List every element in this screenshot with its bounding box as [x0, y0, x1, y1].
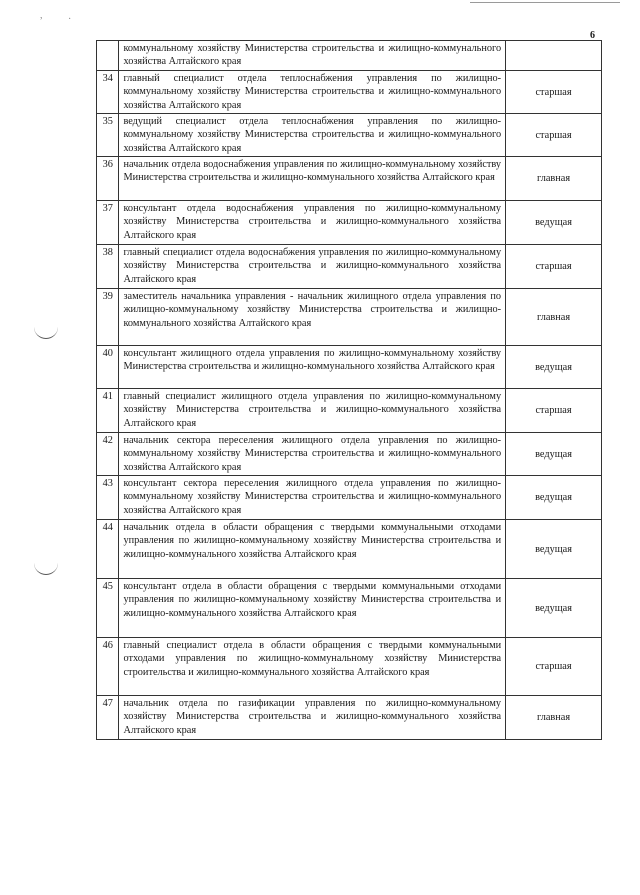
- position-group: старшая: [506, 245, 602, 289]
- position-group: ведущая: [506, 476, 602, 520]
- table-row: [97, 433, 602, 476]
- scan-edge-line: [470, 2, 620, 3]
- table-row: [97, 346, 602, 389]
- position-group: ведущая: [506, 201, 602, 245]
- table-row: [97, 114, 602, 157]
- row-number: 46: [97, 638, 119, 696]
- table-row: [97, 476, 602, 520]
- table-row: [97, 389, 602, 433]
- page-number: 6: [590, 30, 595, 41]
- row-number: 34: [97, 71, 119, 114]
- row-number: 45: [97, 579, 119, 638]
- position-group: главная: [506, 696, 602, 740]
- table-row: [97, 245, 602, 289]
- position-group: старшая: [506, 71, 602, 114]
- row-number: 39: [97, 289, 119, 346]
- row-number: 42: [97, 433, 119, 476]
- table-row: [97, 289, 602, 346]
- position-description: главный специалист жилищного отдела управления по жилищно-коммунальному хозяйству Министерства строительства и жилищно-коммунального хозяйства Алтайского края: [119, 389, 506, 433]
- table-row: [97, 696, 602, 740]
- table-row: [97, 520, 602, 579]
- row-number: 41: [97, 389, 119, 433]
- row-number: [97, 41, 119, 71]
- position-group: старшая: [506, 638, 602, 696]
- table-row: [97, 579, 602, 638]
- position-group: ведущая: [506, 433, 602, 476]
- position-description: заместитель начальника управления - начальник жилищного отдела управления по жилищно-коммунальному хозяйству Министерства строительства и жилищно-коммунального хозяйства Алтайского края: [119, 289, 506, 346]
- binder-hole-mark: [34, 562, 58, 575]
- position-description: консультант отдела в области обращения с твердыми коммунальными отходами управления по жилищно-коммунальному хозяйству Министерства строительства и жилищно-коммунального хозяйства Алтайского края: [119, 579, 506, 638]
- table-row: [97, 157, 602, 201]
- row-number: 36: [97, 157, 119, 201]
- position-group: старшая: [506, 389, 602, 433]
- binder-hole-mark: [34, 326, 58, 339]
- row-number: 43: [97, 476, 119, 520]
- positions-table: [96, 40, 602, 740]
- position-group: ведущая: [506, 520, 602, 579]
- position-group: главная: [506, 157, 602, 201]
- position-description: начальник отдела по газификации управления по жилищно-коммунальному хозяйству Министерства строительства и жилищно-коммунального хозяйства Алтайского края: [119, 696, 506, 740]
- table-row: [97, 638, 602, 696]
- table-row: [97, 201, 602, 245]
- position-description: ведущий специалист отдела теплоснабжения управления по жилищно-коммунальному хозяйству Министерства строительства и жилищно-коммунального хозяйства Алтайского края: [119, 114, 506, 157]
- row-number: 37: [97, 201, 119, 245]
- position-description: консультант отдела водоснабжения управления по жилищно-коммунальному хозяйству Министерства строительства и жилищно-коммунального хозяйства Алтайского края: [119, 201, 506, 245]
- position-group: [506, 41, 602, 71]
- position-description: коммунальному хозяйству Министерства строительства и жилищно-коммунального хозяйства Алтайского края: [119, 41, 506, 71]
- position-group: главная: [506, 289, 602, 346]
- position-description: консультант жилищного отдела управления по жилищно-коммунальному хозяйству Министерства строительства и жилищно-коммунального хозяйства Алтайского края: [119, 346, 506, 389]
- scan-speck: ,: [40, 10, 43, 21]
- position-description: начальник отдела в области обращения с твердыми коммунальными отходами управления по жилищно-коммунальному хозяйству Министерства строительства и жилищно-коммунального хозяйства Алтайского края: [119, 520, 506, 579]
- row-number: 38: [97, 245, 119, 289]
- position-description: начальник отдела водоснабжения управления по жилищно-коммунальному хозяйству Министерства строительства и жилищно-коммунального хозяйства Алтайского края: [119, 157, 506, 201]
- position-group: ведущая: [506, 346, 602, 389]
- row-number: 35: [97, 114, 119, 157]
- position-description: главный специалист отдела теплоснабжения управления по жилищно-коммунальному хозяйству Министерства строительства и жилищно-коммунального хозяйства Алтайского края: [119, 71, 506, 114]
- position-description: начальник сектора переселения жилищного отдела управления по жилищно-коммунальному хозяйству Министерства строительства и жилищно-коммунального хозяйства Алтайского края: [119, 433, 506, 476]
- row-number: 44: [97, 520, 119, 579]
- position-group: ведущая: [506, 579, 602, 638]
- position-description: консультант сектора переселения жилищного отдела управления по жилищно-коммунальному хозяйству Министерства строительства и жилищно-коммунального хозяйства Алтайского края: [119, 476, 506, 520]
- position-group: старшая: [506, 114, 602, 157]
- table-row: [97, 71, 602, 114]
- row-number: 40: [97, 346, 119, 389]
- scan-speck: ·: [68, 14, 72, 25]
- position-description: главный специалист отдела в области обращения с твердыми коммунальными отходами управления по жилищно-коммунальному хозяйству Министерства строительства и жилищно-коммунального хозяйства Алтайского края: [119, 638, 506, 696]
- table-row: [97, 41, 602, 71]
- row-number: 47: [97, 696, 119, 740]
- position-description: главный специалист отдела водоснабжения управления по жилищно-коммунальному хозяйству Министерства строительства и жилищно-коммунального хозяйства Алтайского края: [119, 245, 506, 289]
